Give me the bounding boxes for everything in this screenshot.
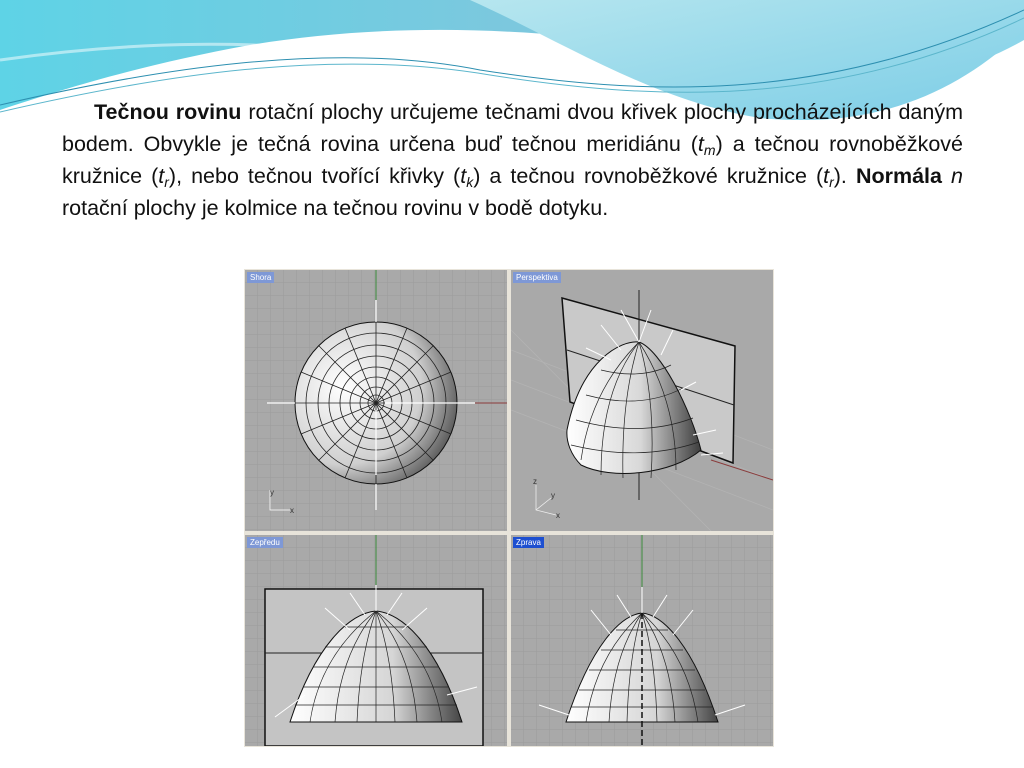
- symbol-n: n: [951, 164, 963, 188]
- term-normal: Normála: [855, 164, 942, 188]
- viewport-right: [511, 535, 773, 746]
- top-view-drawing: [245, 270, 507, 531]
- rhino-viewports-figure: [244, 269, 774, 747]
- symbol-t: t: [823, 164, 830, 188]
- front-view-drawing: [245, 535, 507, 746]
- text: ), nebo tečnou tvořící křivky (: [168, 164, 461, 188]
- axis-label-y: y: [551, 491, 555, 500]
- symbol-t: t: [158, 164, 165, 188]
- axis-label-z: z: [533, 477, 537, 486]
- symbol-t: t: [460, 164, 467, 188]
- viewport-label-front[interactable]: Zepředu: [247, 537, 283, 548]
- body-paragraph: [62, 96, 963, 224]
- viewport-front: [245, 535, 507, 746]
- viewport-top: [245, 270, 507, 531]
- viewport-label-perspective[interactable]: Perspektiva: [513, 272, 561, 283]
- text: rotační plochy je kolmice na tečnou rovinu v bodě dotyku.: [62, 196, 609, 220]
- perspective-view-drawing: [511, 270, 773, 531]
- text: ) a tečnou rovnoběžkové kružnice (: [473, 164, 824, 188]
- subscript-r: r: [164, 174, 169, 190]
- text: ) a tečnou rovnoběžkové kružnice (: [62, 132, 963, 188]
- subscript-k: k: [466, 174, 474, 190]
- right-view-drawing: [511, 535, 773, 746]
- subscript-r: r: [829, 174, 834, 190]
- axis-label-y: y: [270, 488, 274, 497]
- viewport-label-right[interactable]: Zprava: [513, 537, 544, 548]
- term-tangent-plane: Tečnou rovinu: [94, 100, 242, 124]
- subscript-m: m: [703, 142, 716, 158]
- symbol-t: t: [697, 132, 704, 156]
- axis-label-x: x: [556, 511, 560, 520]
- viewport-perspective: [511, 270, 773, 531]
- viewport-label-top[interactable]: Shora: [247, 272, 274, 283]
- axis-label-x: x: [290, 506, 294, 515]
- text: rotační plochy určujeme tečnami dvou křivek plochy procházejících daným bodem. Obvykle je tečná rovina určena buď tečnou meridiánu (: [62, 100, 963, 156]
- text: ).: [833, 164, 856, 188]
